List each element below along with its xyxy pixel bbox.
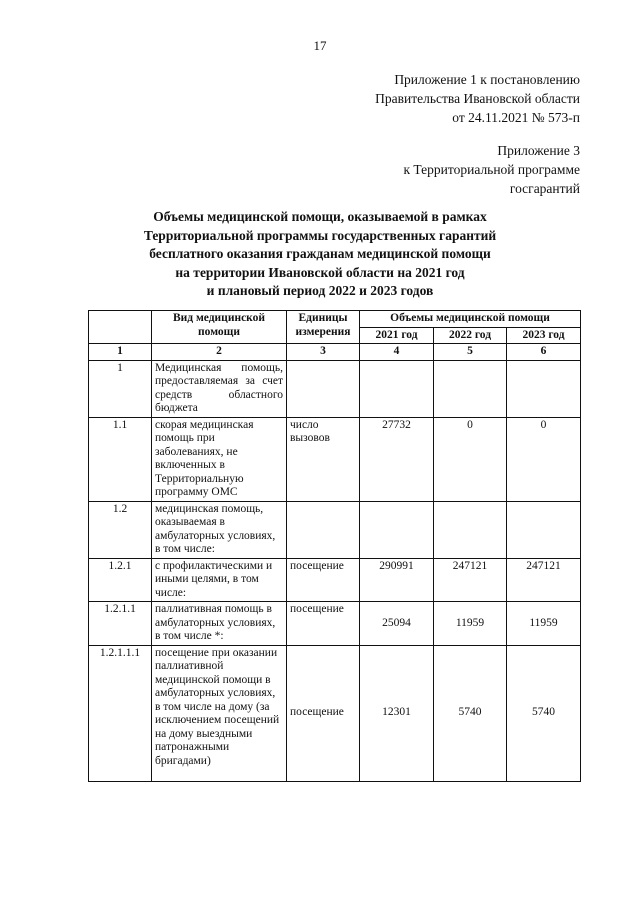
appendix-3-line: к Территориальной программе <box>403 162 580 177</box>
row-value-2021 <box>360 501 434 558</box>
row-code: 1 <box>89 360 152 417</box>
row-unit: посещение <box>287 645 360 781</box>
row-name: медицинская помощь, оказываемая в амбулаторных условиях, в том числе: <box>152 501 287 558</box>
row-name: паллиативная помощь в амбулаторных условиях, в том числе *: <box>152 602 287 646</box>
appendix-3-block <box>404 141 581 198</box>
appendix-1-line: от 24.11.2021 № 573-п <box>452 110 580 125</box>
row-value-2021 <box>360 360 434 417</box>
row-value-2022: 11959 <box>434 602 507 646</box>
document-title <box>60 208 580 301</box>
row-value-2023: 247121 <box>507 558 581 602</box>
row-name: с профилактическими и иными целями, в том числе: <box>152 558 287 602</box>
row-value-2022 <box>434 501 507 558</box>
row-value-2023: 5740 <box>507 645 581 781</box>
row-unit <box>287 501 360 558</box>
row-value-2022: 247121 <box>434 558 507 602</box>
column-number: 1 <box>89 344 152 361</box>
table-row <box>89 417 581 501</box>
page-number: 17 <box>313 38 327 53</box>
row-unit: посещение <box>287 558 360 602</box>
appendix-1-line: Приложение 1 к постановлению <box>394 72 580 87</box>
volumes-table <box>88 310 581 782</box>
row-code: 1.2.1 <box>89 558 152 602</box>
table-row <box>89 360 581 417</box>
column-number: 2 <box>152 344 287 361</box>
row-code: 1.2.1.1.1 <box>89 645 152 781</box>
appendix-1-block <box>375 70 580 127</box>
row-unit <box>287 360 360 417</box>
row-code: 1.1 <box>89 417 152 501</box>
row-name: посещение при оказании паллиативной медицинской помощи в амбулаторных условиях, в том числе на дому (за исключением посещений на дому выездными патронажными бригадами) <box>152 645 287 781</box>
column-number: 3 <box>287 344 360 361</box>
row-value-2023: 0 <box>507 417 581 501</box>
header-type: Вид медицинской помощи <box>152 311 287 344</box>
row-value-2023 <box>507 501 581 558</box>
table-row <box>89 501 581 558</box>
row-code: 1.2 <box>89 501 152 558</box>
row-value-2021: 290991 <box>360 558 434 602</box>
table-row <box>89 645 581 781</box>
table-row <box>89 602 581 646</box>
row-unit: посещение <box>287 602 360 646</box>
title-line: и плановый период 2022 и 2023 годов <box>206 283 434 298</box>
row-value-2021: 25094 <box>360 602 434 646</box>
row-code: 1.2.1.1 <box>89 602 152 646</box>
header-units: Единицы измерения <box>287 311 360 344</box>
header-year-2022: 2022 год <box>434 327 507 344</box>
title-line: бесплатного оказания гражданам медицинской помощи <box>149 246 491 261</box>
row-value-2023 <box>507 360 581 417</box>
row-value-2023: 11959 <box>507 602 581 646</box>
row-value-2022: 5740 <box>434 645 507 781</box>
row-value-2022 <box>434 360 507 417</box>
title-line: Территориальной программы государственных гарантий <box>143 227 497 243</box>
column-numbers-row <box>89 344 581 361</box>
row-value-2021: 27732 <box>360 417 434 501</box>
column-number: 5 <box>434 344 507 361</box>
table-row <box>89 558 581 602</box>
row-name: Медицинская помощь, предоставляемая за счет средств областного бюджета <box>152 360 287 417</box>
header-volumes: Объемы медицинской помощи <box>360 311 581 328</box>
appendix-1-line: Правительства Ивановской области <box>375 91 580 106</box>
header-year-2023: 2023 год <box>507 327 581 344</box>
header-code-cell <box>89 311 152 344</box>
row-value-2022: 0 <box>434 417 507 501</box>
title-line: на территории Ивановской области на 2021 год <box>175 264 465 280</box>
appendix-3-line: госгарантий <box>509 181 580 196</box>
header-row <box>89 311 581 328</box>
row-name: скорая медицинская помощь при заболеваниях, не включенных в Территориальную программу ОМС <box>152 417 287 501</box>
row-unit: число вызовов <box>287 417 360 501</box>
header-year-2021: 2021 год <box>360 327 434 344</box>
appendix-3-line: Приложение 3 <box>497 143 580 158</box>
row-value-2021: 12301 <box>360 645 434 781</box>
column-number: 6 <box>507 344 581 361</box>
column-number: 4 <box>360 344 434 361</box>
title-line: Объемы медицинской помощи, оказываемой в рамках <box>153 209 487 224</box>
